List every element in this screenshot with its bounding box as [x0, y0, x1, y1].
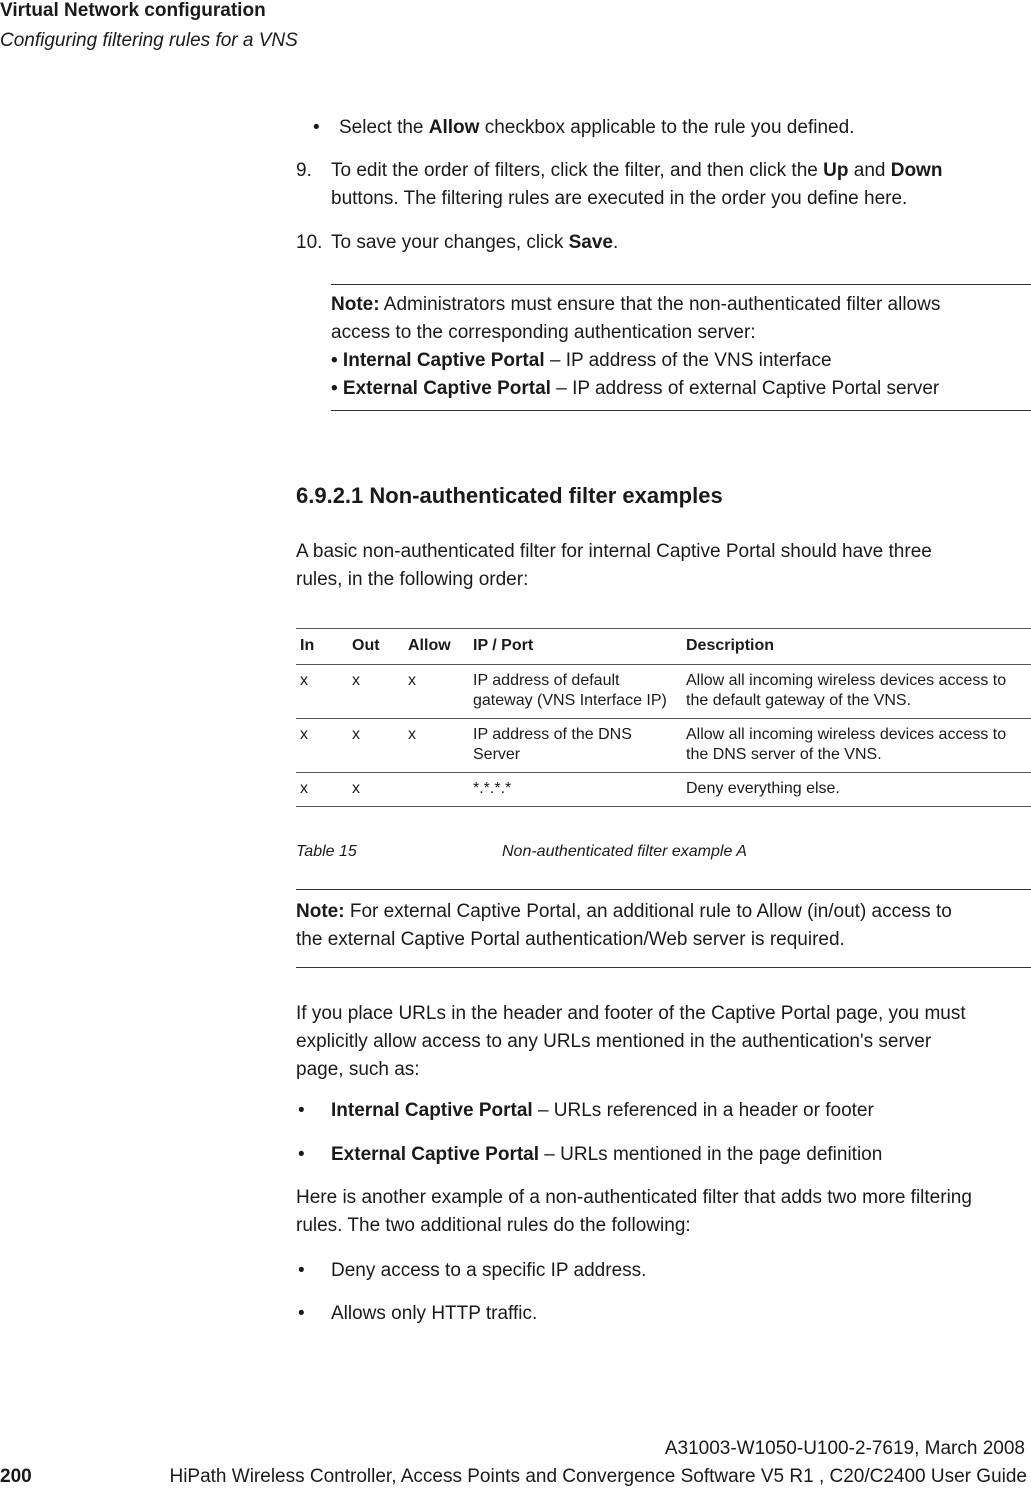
external-portal-term: External Captive Portal: [331, 1144, 540, 1165]
step-allow-text: [339, 114, 854, 142]
note-label: Note:: [296, 901, 345, 922]
text-segment: For external Captive Portal, an additional rule to Allow (in/out) access to: [344, 901, 952, 922]
divider: [296, 967, 1031, 968]
cell-allow: x: [408, 726, 416, 743]
column-header: Out: [352, 637, 380, 654]
page-number: 200: [0, 1466, 32, 1487]
text-segment: buttons. The filtering rules are executed in the order you define here.: [331, 188, 908, 209]
divider: [331, 284, 1031, 285]
cell-desc: Allow all incoming wireless devices access to the DNS server of the VNS.: [686, 726, 1007, 763]
note-label: Note:: [331, 294, 380, 315]
external-portal-term: • External Captive Portal: [331, 378, 551, 399]
list-item: Deny access to a specific IP address.: [331, 1260, 647, 1281]
text-segment: A basic non-authenticated filter for internal Captive Portal should have three: [296, 541, 932, 562]
up-term: Up: [823, 160, 849, 181]
internal-portal-term: Internal Captive Portal: [331, 1100, 533, 1121]
text-segment: rules. The two additional rules do the following:: [296, 1215, 691, 1236]
table-row: [296, 665, 1031, 719]
text-segment: – URLs referenced in a header or footer: [532, 1100, 874, 1121]
filter-table: [296, 628, 1031, 807]
note-auth-server: [331, 291, 1031, 403]
text-segment: rules, in the following order:: [296, 569, 529, 590]
text-segment: checkbox applicable to the rule you defined.: [479, 117, 855, 138]
text-segment: Select the: [339, 117, 429, 138]
list-item: Allows only HTTP traffic.: [331, 1303, 538, 1324]
cell-out: x: [352, 726, 360, 743]
section-intro: [296, 538, 932, 594]
text-segment: the external Captive Portal authentication/Web server is required.: [296, 929, 845, 950]
bullet-marker: •: [298, 1303, 305, 1324]
text-segment: To save your changes, click: [331, 232, 569, 253]
example-paragraph: [296, 1184, 972, 1240]
cell-ip: IP address of default gateway (VNS Interface IP): [473, 672, 667, 709]
step-number: 10.: [296, 232, 323, 253]
divider: [331, 410, 1031, 411]
note-external-portal: [296, 898, 1031, 954]
cell-in: x: [300, 672, 308, 689]
cell-out: x: [352, 780, 360, 797]
table-header-row: [296, 629, 1031, 665]
bullet-marker: •: [298, 1260, 305, 1281]
bullet-marker: •: [313, 117, 320, 138]
text-segment: – URLs mentioned in the page definition: [539, 1144, 883, 1165]
doc-id: A31003-W1050-U100-2-7619, March 2008: [664, 1438, 1025, 1459]
column-header: IP / Port: [473, 637, 534, 654]
internal-portal-term: • Internal Captive Portal: [331, 350, 545, 371]
section-heading: 6.9.2.1 Non-authenticated filter examples: [296, 483, 723, 508]
cell-allow: [404, 773, 469, 807]
step-9: [296, 157, 1031, 213]
column-header: In: [300, 637, 315, 654]
down-term: Down: [890, 160, 943, 181]
caption-text: Non-authenticated filter example A: [502, 843, 747, 860]
text-segment: To edit the order of filters, click the filter, and then click the: [331, 160, 824, 181]
cell-out: x: [352, 672, 360, 689]
step-number: 9.: [296, 160, 312, 181]
list-item: [331, 1141, 882, 1169]
column-header: Allow: [408, 637, 451, 654]
cell-ip: IP address of the DNS Server: [473, 726, 632, 763]
cell-in: x: [300, 726, 308, 743]
text-segment: explicitly allow access to any URLs mentioned in the authentication's server: [296, 1031, 932, 1052]
text-segment: .: [613, 232, 619, 253]
text-segment: If you place URLs in the header and footer of the Captive Portal page, you must: [296, 1003, 966, 1024]
save-term: Save: [568, 232, 613, 253]
bullet-marker: •: [298, 1100, 305, 1121]
table-row: [296, 719, 1031, 773]
caption-label: Table 15: [296, 843, 357, 860]
cell-allow: x: [408, 672, 416, 689]
table-row: [296, 773, 1031, 807]
cell-desc: Allow all incoming wireless devices access to the default gateway of the VNS.: [686, 672, 1007, 709]
table-caption: [296, 843, 747, 861]
text-segment: and: [848, 160, 891, 181]
text-segment: access to the corresponding authentication server:: [331, 322, 756, 343]
guide-title: HiPath Wireless Controller, Access Points and Convergence Software V5 R1 , C20/C2400 User Guide: [169, 1466, 1027, 1487]
cell-in: x: [300, 780, 308, 797]
text-segment: page, such as:: [296, 1059, 420, 1080]
column-header: Description: [686, 637, 775, 654]
text-segment: Administrators must ensure that the non-authenticated filter allows: [379, 294, 941, 315]
urls-paragraph: [296, 1000, 966, 1084]
chapter-title: Virtual Network configuration: [0, 0, 266, 21]
cell-ip: *.*.*.*: [473, 780, 512, 797]
bullet-marker: •: [298, 1144, 305, 1165]
text-segment: – IP address of external Captive Portal server: [550, 378, 940, 399]
divider: [296, 889, 1031, 890]
cell-desc: Deny everything else.: [686, 780, 840, 797]
section-subtitle: Configuring filtering rules for a VNS: [0, 30, 298, 51]
allow-term: Allow: [428, 117, 480, 138]
text-segment: – IP address of the VNS interface: [544, 350, 832, 371]
text-segment: Here is another example of a non-authenticated filter that adds two more filtering: [296, 1187, 972, 1208]
step-10: [296, 229, 618, 257]
list-item: [331, 1097, 874, 1125]
